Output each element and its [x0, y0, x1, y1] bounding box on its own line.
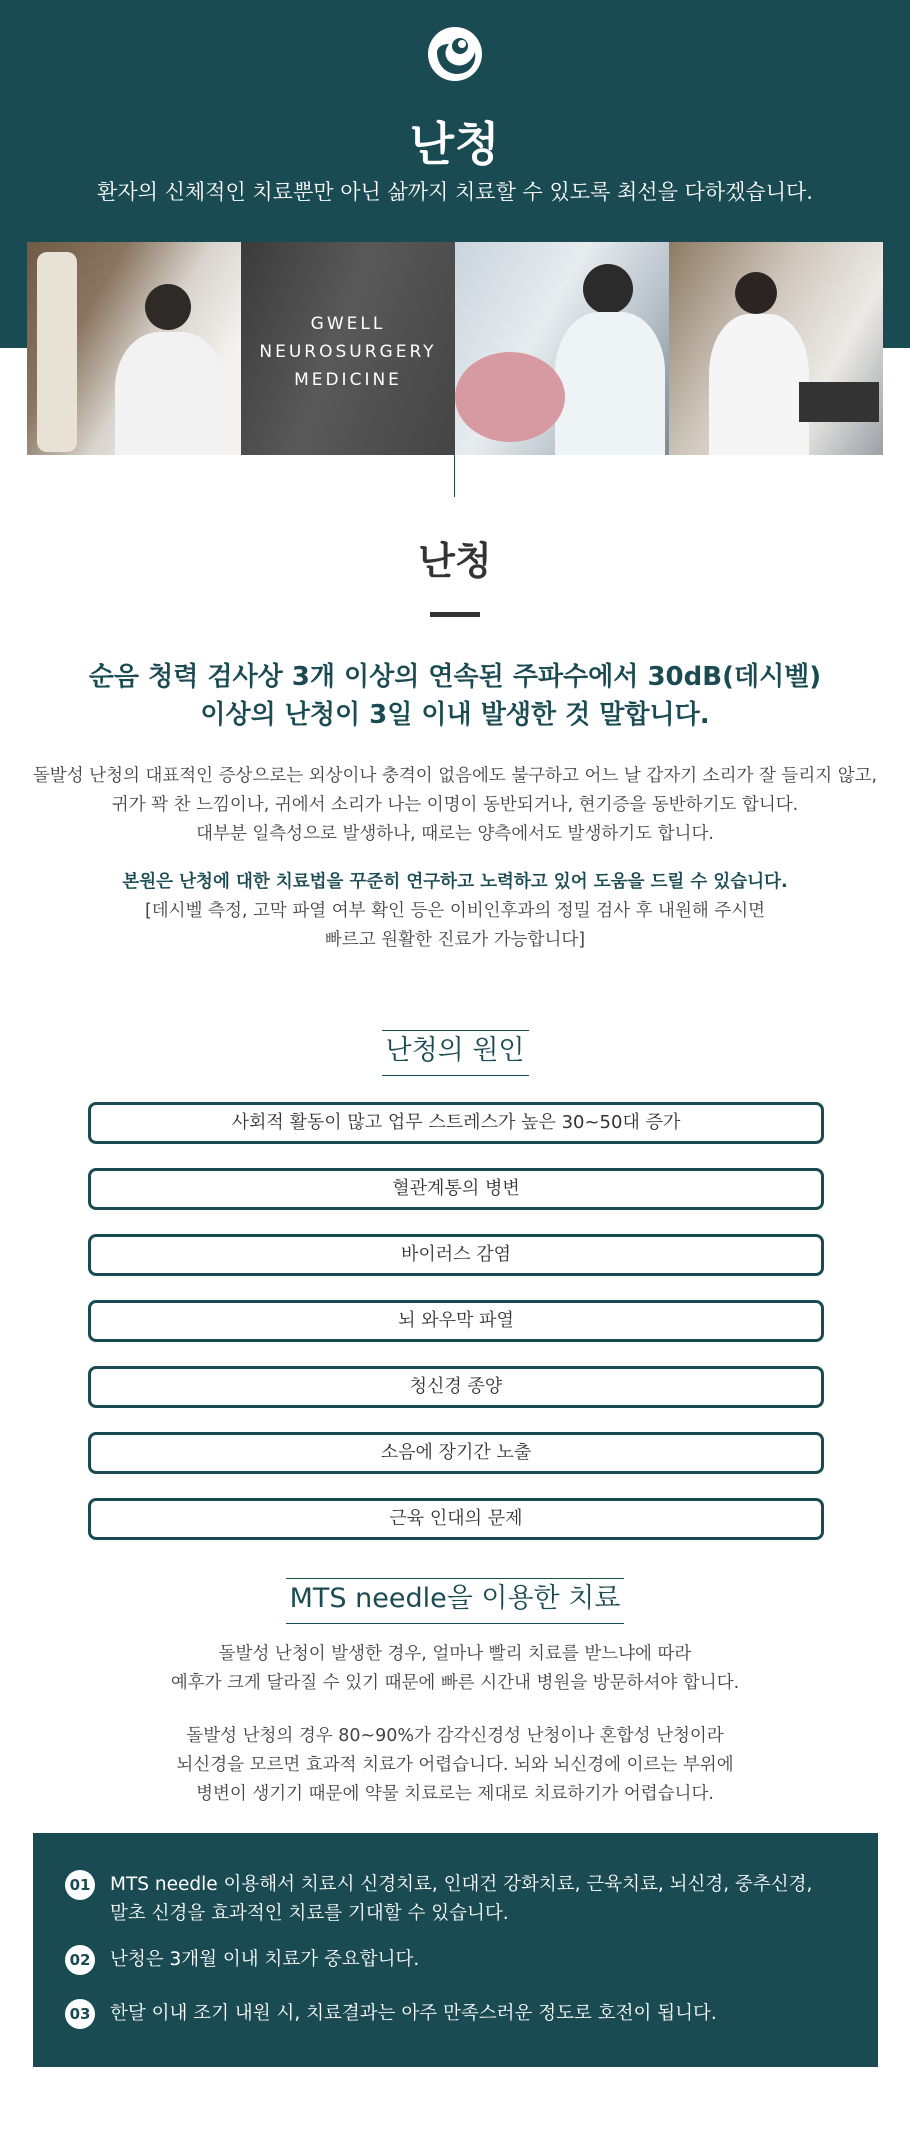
- clinic-note: 본원은 난청에 대한 치료법을 꾸준히 연구하고 노력하고 있어 도움을 드릴 수 있습니다. [데시벨 측정, 고막 파열 여부 확인 등은 이비인후과의 정밀 검사 후 내원해 주시면 빠르고 원활한 진료가 가능합니다]: [122, 872, 788, 950]
- divider-line: [454, 455, 455, 497]
- photo-doctor-office: [27, 242, 241, 455]
- photo-brand-panel: [241, 242, 455, 455]
- hero-title: 난청: [409, 117, 501, 171]
- mts-paragraph-1: 돌발성 난청이 발생한 경우, 얼마나 빨리 치료를 받느냐에 따라 예후가 크게 달라질 수 있기 때문에 빠른 시간내 병원을 방문하셔야 합니다.: [170, 1644, 740, 1693]
- mts-heading: MTS needle을 이용한 치료: [0, 1578, 910, 1624]
- cause-item: 바이러스 감염: [88, 1234, 824, 1276]
- cause-item: 뇌 와우막 파열: [88, 1300, 824, 1342]
- number-badge: 02: [65, 1945, 95, 1975]
- point-text: MTS needle 이용해서 치료시 신경치료, 인대건 강화치료, 근육치료, 뇌신경, 중추신경, 말초 신경을 효과적인 치료를 기대할 수 있습니다.: [110, 1874, 813, 1924]
- point-text: 난청은 3개월 이내 치료가 중요합니다.: [110, 1949, 420, 1970]
- number-badge: 03: [65, 1999, 95, 2029]
- brand-text: GWELL NEUROSURGERY MEDICINE: [259, 314, 437, 390]
- lead-text: 순음 청력 검사상 3개 이상의 연속된 주파수에서 30dB(데시벨) 이상의 난청이 3일 이내 발생한 것 말합니다.: [88, 662, 822, 730]
- cause-item: 소음에 장기간 노출: [88, 1432, 824, 1474]
- causes-heading: 난청의 원인: [0, 1030, 910, 1076]
- photo-doctor-computer: [669, 242, 883, 455]
- treatment-point: [65, 1945, 419, 1975]
- clinic-logo-icon: [427, 26, 483, 82]
- causes-list: [88, 1102, 824, 1564]
- treatment-point: [65, 1870, 812, 1928]
- number-badge: 01: [65, 1870, 95, 1900]
- cause-item: 근육 인대의 문제: [88, 1498, 824, 1540]
- mts-paragraph-2: 돌발성 난청의 경우 80~90%가 감각신경성 난청이나 혼합성 난청이라 뇌신경을 모르면 효과적 치료가 어렵습니다. 뇌와 뇌신경에 이르는 부위에 병변이 생기기 때문에 약물 치료로는 제대로 치료하기가 어렵습니다.: [176, 1726, 734, 1804]
- cause-item: 청신경 종양: [88, 1366, 824, 1408]
- hero-subtitle: 환자의 신체적인 치료뿐만 아닌 삶까지 치료할 수 있도록 최선을 다하겠습니다.: [97, 180, 813, 204]
- point-text: 한달 이내 조기 내원 시, 치료결과는 아주 만족스러운 정도로 호전이 됩니다.: [110, 2003, 717, 2024]
- title-underline: [430, 612, 480, 617]
- treatment-point: [65, 1999, 717, 2029]
- photo-treatment: [455, 242, 669, 455]
- section-title: 난청: [418, 539, 492, 583]
- symptom-description: 돌발성 난청의 대표적인 증상으로는 외상이나 충격이 없음에도 불구하고 어느 날 갑자기 소리가 잘 들리지 않고, 귀가 꽉 찬 느낌이나, 귀에서 소리가 나는 이명이 동반되거나, 현기증을 동반하기도 합니다. 대부분 일측성으로 발생하나, 때로는 양측에서도 발생하기도 합니다.: [32, 766, 878, 844]
- cause-item: 혈관계통의 병변: [88, 1168, 824, 1210]
- photo-strip: [27, 242, 883, 455]
- treatment-points-panel: [33, 1833, 878, 2067]
- cause-item: 사회적 활동이 많고 업무 스트레스가 높은 30~50대 증가: [88, 1102, 824, 1144]
